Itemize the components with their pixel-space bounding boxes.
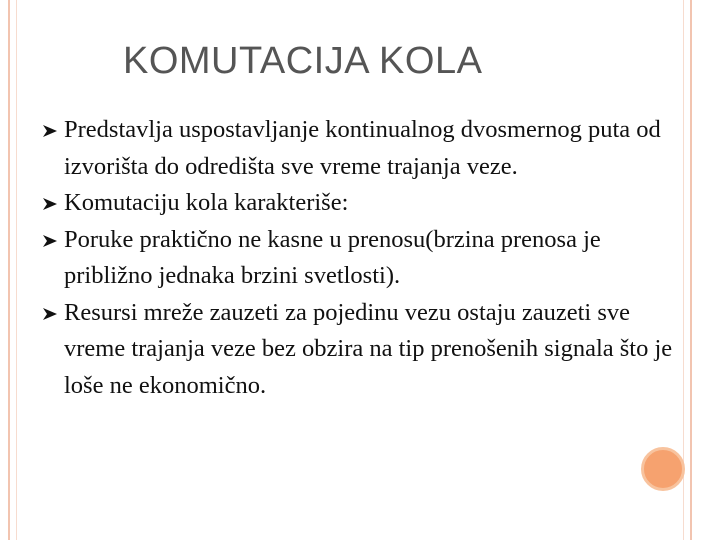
arrowhead-bullet-icon: [42, 124, 58, 138]
bullet-text: Resursi mreže zauzeti za pojedinu vezu ostaju zauzeti sve vreme trajanja veze bez obzira na tip prenošenih signala što je loše ne ekonomično.: [64, 298, 673, 399]
bullet-item: [42, 112, 682, 185]
arrowhead-bullet-icon: [42, 307, 58, 321]
bullet-text: Komutaciju kola karakteriše:: [64, 189, 349, 216]
frame-line-right-inner: [683, 0, 684, 540]
bullet-item: [42, 295, 682, 405]
slide-title: KOMUTACIJA KOLA: [123, 40, 483, 82]
frame-line-right: [690, 0, 692, 540]
bullet-item: [42, 185, 682, 222]
frame-line-left: [8, 0, 10, 540]
bullet-text: Poruke praktično ne kasne u prenosu(brzina prenosa je približno jednaka brzini svetlosti).: [64, 225, 601, 289]
bullet-list: [42, 112, 682, 404]
bullet-item: [42, 222, 682, 295]
arrowhead-bullet-icon: [42, 234, 58, 248]
accent-circle: [641, 447, 685, 491]
arrowhead-bullet-icon: [42, 197, 58, 211]
bullet-text: Predstavlja uspostavljanje kontinualnog dvosmernog puta od izvorišta do odredišta sve vreme trajanja veze.: [64, 116, 661, 180]
frame-line-left-inner: [16, 0, 17, 540]
